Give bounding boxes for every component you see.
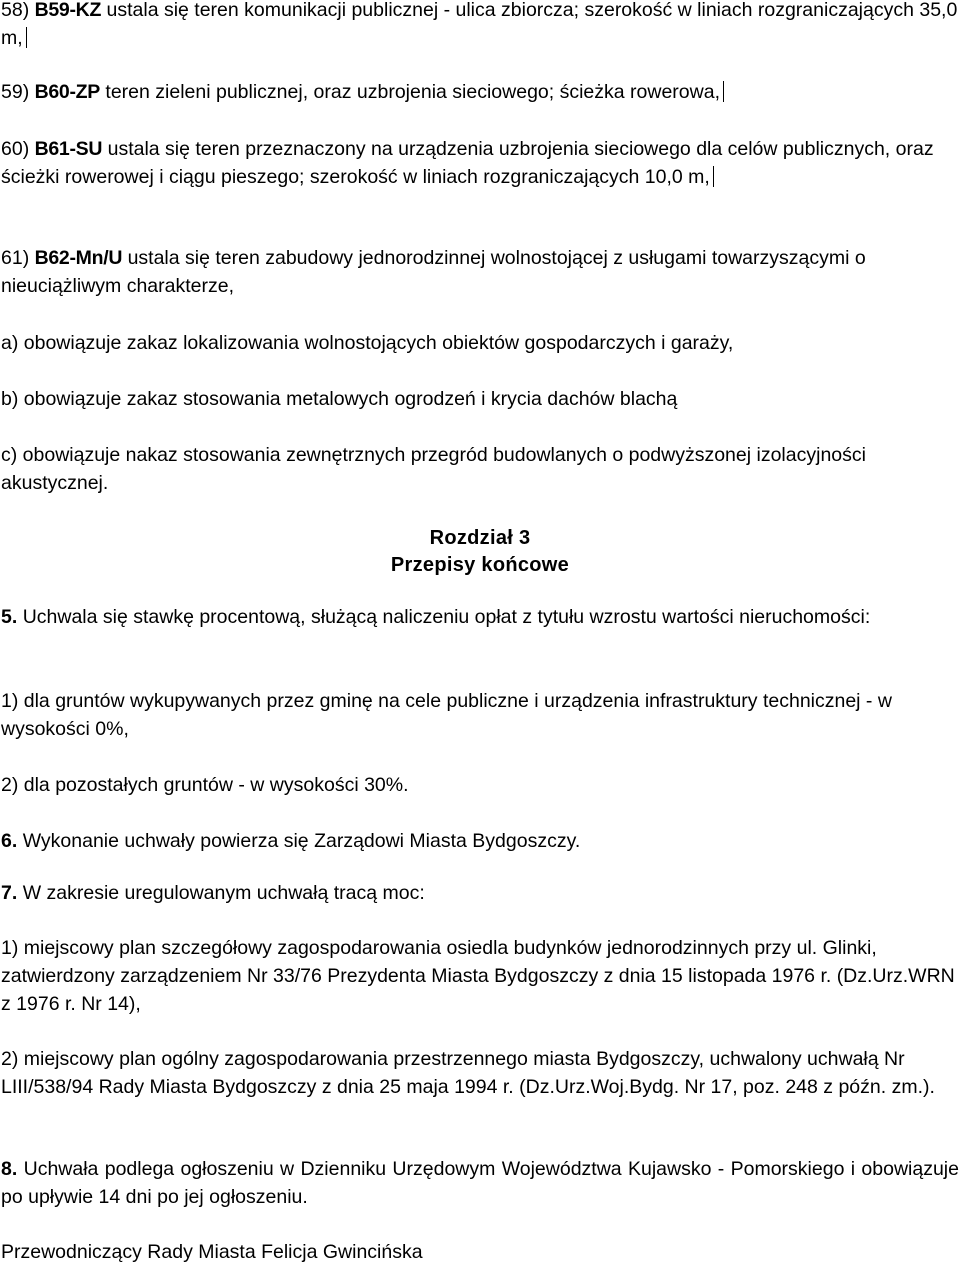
zone-code: B60-ZP (34, 81, 100, 103)
item-b: b) obowiązuje zakaz stosowania metalowych ogrodzeń i krycia dachów blachą (1, 388, 678, 410)
item-number: 59) (1, 81, 30, 103)
section-6 (1, 828, 959, 856)
section-text: Uchwała podlega ogłoszeniu w Dzienniku Urzędowym Województwa Kujawsko - Pomorskiego i obowiązuje po upływie 14 dni po jej ogłoszeniu. (1, 1158, 959, 1208)
item-number: 58) (1, 0, 30, 21)
section-number: 5. (1, 606, 18, 628)
item-a: a) obowiązuje zakaz lokalizowania wolnostojących obiektów gospodarczych i garaży, (1, 332, 734, 354)
section-8 (1, 1156, 959, 1212)
item-61 (1, 245, 959, 301)
section-5-item-2: 2) dla pozostałych gruntów - w wysokości 30%. (1, 774, 409, 796)
section-7 (1, 880, 959, 908)
zone-code: B59-KZ (34, 0, 102, 21)
section-5-item-1: 1) dla gruntów wykupywanych przez gminę na cele publiczne i urządzenia infrastruktury technicznej - w wysokości 0%, (1, 690, 892, 740)
section-number: 8. (1, 1158, 18, 1180)
zone-code: B62-Mn/U (34, 247, 123, 269)
section-text: Uchwala się stawkę procentową, służącą naliczeniu opłat z tytułu wzrostu wartości nieruchomości: (22, 606, 871, 628)
item-text: ustala się teren komunikacji publicznej - ulica zbiorcza; szerokość w liniach rozgraniczających 35,0 m, (1, 0, 958, 49)
item-number: 61) (1, 247, 30, 269)
text-cursor (723, 81, 724, 102)
section-7-item-2: 2) miejscowy plan ogólny zagospodarowania przestrzennego miasta Bydgoszczy, uchwalony uchwałą Nr LIII/538/94 Rady Miasta Bydgoszczy z dnia 25 maja 1994 r. (Dz.Urz.Woj.Bydg. Nr 17, poz. 248 z późn. zm.). (1, 1048, 935, 1098)
text-cursor (713, 166, 714, 187)
section-text: Wykonanie uchwały powierza się Zarządowi Miasta Bydgoszczy. (22, 830, 581, 852)
section-number: 6. (1, 830, 18, 852)
zone-code: B61-SU (34, 138, 103, 160)
item-59 (1, 79, 959, 107)
signature: Przewodniczący Rady Miasta Felicja Gwincińska (1, 1241, 423, 1263)
section-5 (1, 604, 959, 632)
item-number: 60) (1, 138, 30, 160)
item-60 (1, 136, 959, 192)
item-text: ustala się teren zabudowy jednorodzinnej wolnostojącej z usługami towarzyszącymi o nieuciążliwym charakterze, (1, 247, 866, 297)
section-text: W zakresie uregulowanym uchwałą tracą moc: (22, 882, 425, 904)
item-c: c) obowiązuje nakaz stosowania zewnętrznych przegród budowlanych o podwyższonej izolacyjności akustycznej. (1, 444, 866, 494)
section-number: 7. (1, 882, 18, 904)
chapter-title: Rozdział 3 (429, 527, 531, 549)
section-7-item-1: 1) miejscowy plan szczegółowy zagospodarowania osiedla budynków jednorodzinnych przy ul. Glinki, zatwierdzony zarządzeniem Nr 33/76 Prezydenta Miasta Bydgoszczy z dnia 15 listopada 1976 r. (Dz.Urz.WRN z 1976 r. Nr 14), (1, 937, 955, 1015)
chapter-subtitle: Przepisy końcowe (390, 554, 570, 576)
item-58 (1, 0, 959, 53)
item-text: ustala się teren przeznaczony na urządzenia uzbrojenia sieciowego dla celów publicznych, oraz ścieżki rowerowej i ciągu pieszego; szerokość w liniach rozgraniczających 10,0 m, (1, 138, 934, 188)
text-cursor (26, 27, 27, 48)
item-text: teren zieleni publicznej, oraz uzbrojenia sieciowego; ścieżka rowerowa, (105, 81, 720, 103)
